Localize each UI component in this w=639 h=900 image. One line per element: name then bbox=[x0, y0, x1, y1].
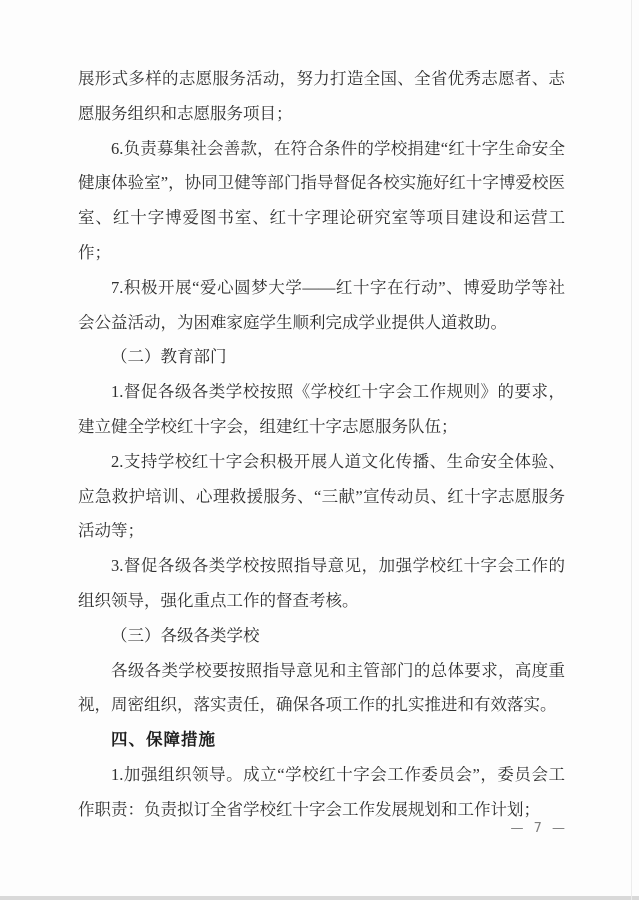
page-bottom-scan-edge bbox=[0, 896, 639, 900]
paragraph-item-6-fundraising: 6.负责募集社会善款，在符合条件的学校捐建“红十字生命安全健康体验室”，协同卫健等部门指导督促各校实施好红十字博爱校医室、红十字博爱图书室、红十字理论研究室等项目建设和运营工作； bbox=[78, 138, 565, 262]
page-number: — 7 — bbox=[510, 821, 568, 836]
subheading-education-department: （二）教育部门 bbox=[111, 347, 227, 367]
paragraph-volunteer-service-continuation: 展形式多样的志愿服务活动，努力打造全国、全省优秀志愿者、志愿服务组织和志愿服务项目； bbox=[78, 69, 565, 123]
paragraph-edu-item-1-school-redcross: 1.督促各级各类学校按照《学校红十字会工作规则》的要求，建立健全学校红十字会，组建红十字志愿服务队伍； bbox=[78, 382, 565, 436]
document-body bbox=[78, 62, 565, 828]
paragraph-item-7-charity-programs: 7.积极开展“爱心圆梦大学——红十字在行动”、博爱助学等社会公益活动，为困难家庭学生顺利完成学业提供人道救助。 bbox=[78, 277, 565, 332]
paragraph-edu-item-2-activities: 2.支持学校红十字会积极开展人道文化传播、生命安全体验、应急救护培训、心理救援服务、“三献”宣传动员、红十字志愿服务活动等； bbox=[78, 451, 565, 541]
paragraph-safeguard-item-1-leadership: 1.加强组织领导。成立“学校红十字会工作委员会”，委员会工作职责：负责拟订全省学校红十字会工作发展规划和工作计划； bbox=[78, 764, 565, 819]
paragraph-edu-item-3-supervision: 3.督促各级各类学校按照指导意见，加强学校红十字会工作的组织领导，强化重点工作的督查考核。 bbox=[78, 556, 565, 610]
subheading-all-schools: （三）各级各类学校 bbox=[111, 625, 260, 645]
page-right-scan-edge bbox=[631, 0, 632, 900]
section-heading-safeguard-measures: 四、保障措施 bbox=[111, 731, 216, 750]
paragraph-schools-requirements: 各级各类学校要按照指导意见和主管部门的总体要求，高度重视，周密组织，落实责任，确保各项工作的扎实推进和有效落实。 bbox=[78, 660, 565, 715]
